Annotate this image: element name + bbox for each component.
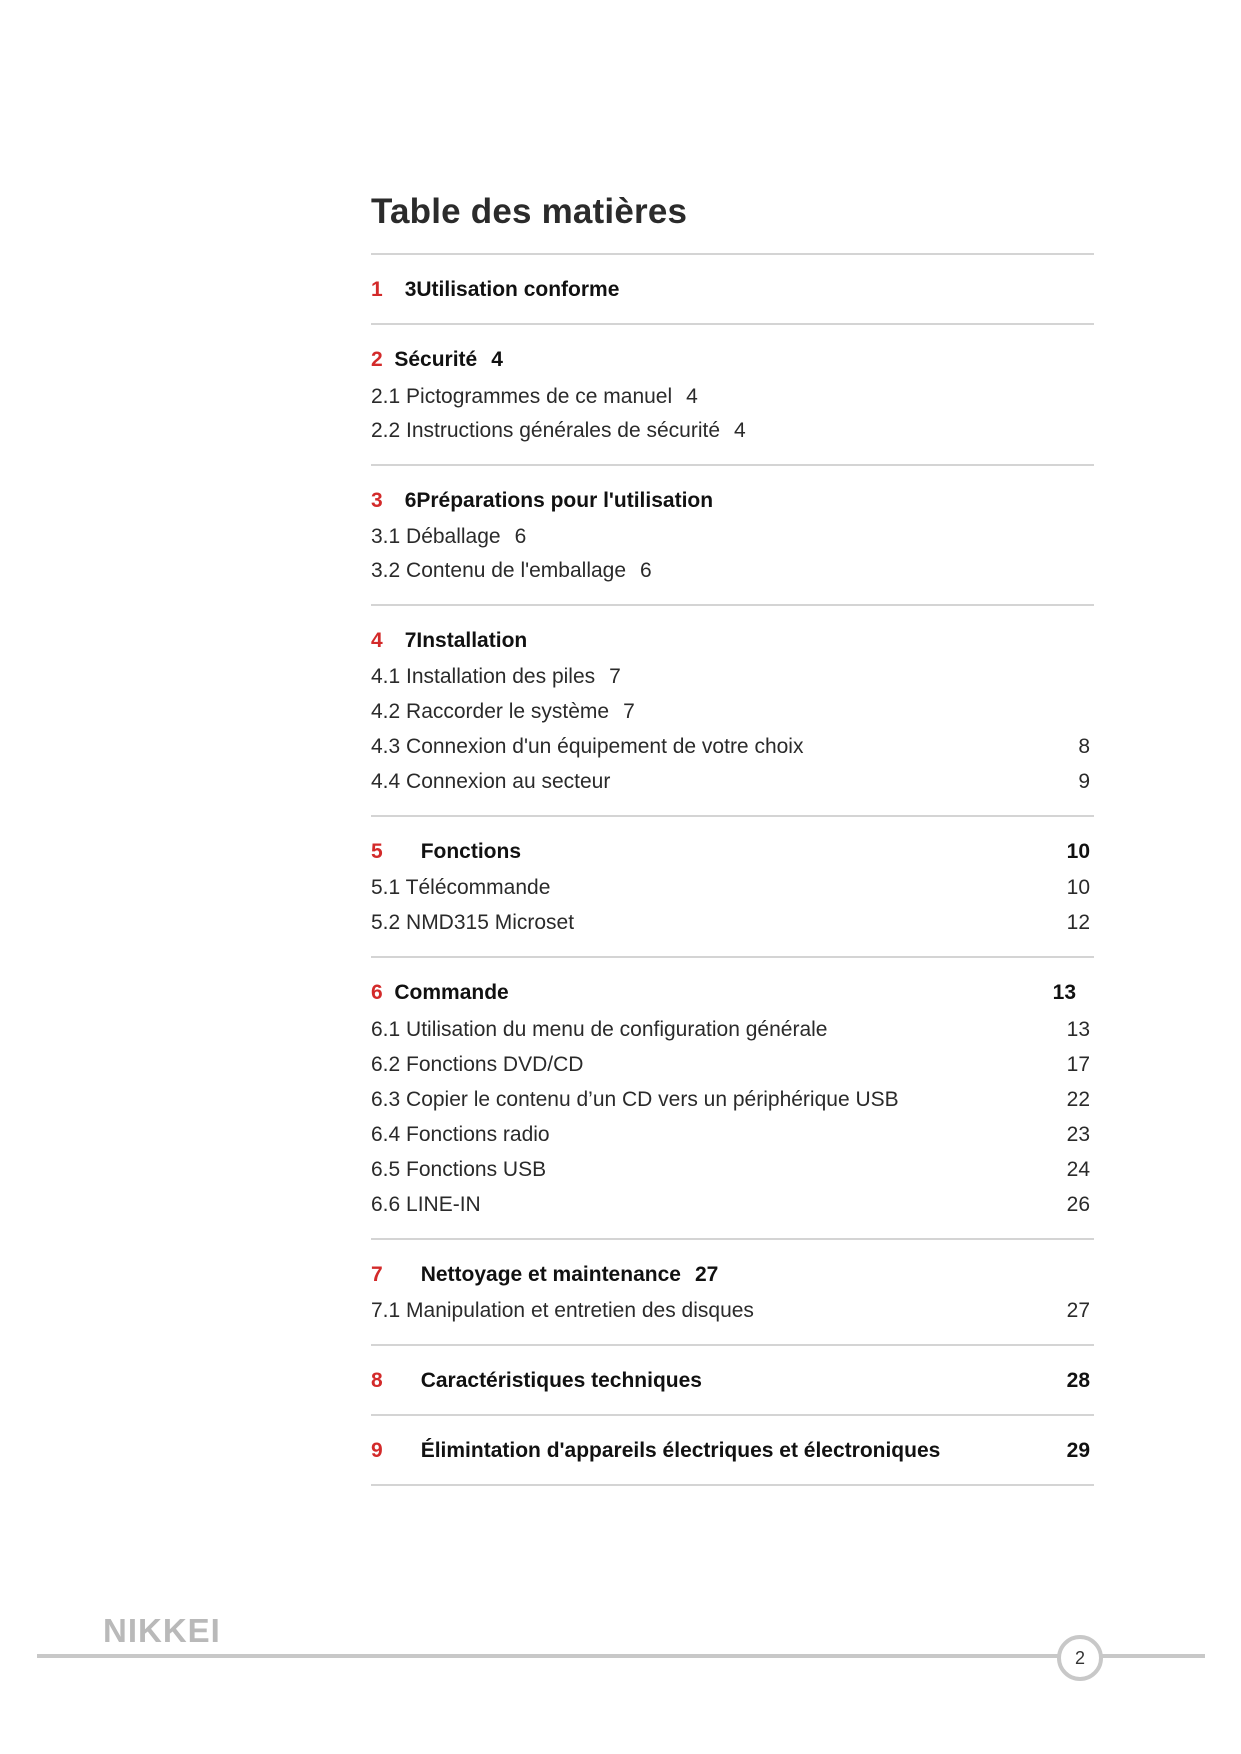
section-page: 13 (1052, 981, 1076, 1004)
item-title: 3.1 Déballage (371, 525, 501, 548)
divider (371, 323, 1094, 325)
item-title: 7.1 Manipulation et entretien des disques (371, 1299, 754, 1322)
item-title: 6.4 Fonctions radio (371, 1123, 550, 1146)
toc-item-6-5[interactable] (371, 1154, 1094, 1186)
item-page: 17 (1066, 1053, 1090, 1076)
toc-item-2-2[interactable] (371, 415, 1094, 447)
section-number: 3 (371, 489, 383, 512)
divider (371, 604, 1094, 606)
toc-item-6-2[interactable] (371, 1049, 1094, 1081)
toc-item-2-1[interactable] (371, 381, 1094, 413)
section-title: Commande (394, 981, 509, 1004)
toc-section-3[interactable] (371, 485, 1094, 517)
item-page: 13 (1066, 1018, 1090, 1041)
toc-item-6-3[interactable] (371, 1084, 1094, 1116)
item-title: 6.3 Copier le contenu d’un CD vers un périphérique USB (371, 1088, 899, 1111)
toc-item-4-2[interactable] (371, 696, 1094, 728)
item-page: 8 (1078, 735, 1090, 758)
item-page: 22 (1066, 1088, 1090, 1111)
toc-item-4-1[interactable] (371, 661, 1094, 693)
item-title: 4.3 Connexion d'un équipement de votre choix (371, 735, 804, 758)
section-title: Fonctions (420, 840, 522, 863)
item-title: 5.2 NMD315 Microset (371, 911, 575, 934)
toc-item-6-1[interactable] (371, 1014, 1094, 1046)
item-page: 26 (1066, 1193, 1090, 1216)
item-title: 6.1 Utilisation du menu de configuration générale (371, 1018, 828, 1041)
item-page: 23 (1066, 1123, 1090, 1146)
section-number: 7 (371, 1263, 383, 1286)
section-page: 4 (491, 348, 503, 371)
toc-item-6-4[interactable] (371, 1119, 1094, 1151)
section-page: 27 (694, 1263, 719, 1286)
toc-item-3-2[interactable] (371, 555, 1094, 587)
item-title: 4.1 Installation des piles (371, 665, 596, 688)
section-title: Caractéristiques techniques (420, 1369, 702, 1392)
section-page: 3 (404, 278, 417, 301)
section-page: 28 (1066, 1369, 1090, 1392)
section-title: Sécurité (394, 348, 478, 371)
section-title: Nettoyage et maintenance (420, 1263, 681, 1286)
toc-section-9[interactable] (371, 1435, 1094, 1467)
item-page: 4 (734, 419, 746, 442)
page-number-badge: 2 (1057, 1635, 1103, 1681)
toc-section-7[interactable] (371, 1259, 1094, 1291)
toc-item-5-1[interactable] (371, 872, 1094, 904)
item-page: 4 (686, 385, 698, 408)
item-page: 6 (640, 559, 652, 582)
toc-section-8[interactable] (371, 1365, 1094, 1397)
divider (371, 956, 1094, 958)
item-title: 6.5 Fonctions USB (371, 1158, 547, 1181)
item-page: 27 (1066, 1299, 1090, 1322)
section-number: 2 (371, 348, 383, 371)
divider (371, 1484, 1094, 1486)
item-page: 10 (1066, 876, 1090, 899)
item-title: 6.6 LINE-IN (371, 1193, 481, 1216)
toc-item-4-3[interactable] (371, 731, 1094, 763)
toc-section-1[interactable] (371, 274, 1094, 306)
page-title: Table des matières (371, 192, 688, 231)
section-number: 8 (371, 1369, 383, 1392)
item-page: 7 (623, 700, 635, 723)
item-title: 5.1 Télécommande (371, 876, 551, 899)
toc-item-7-1[interactable] (371, 1295, 1094, 1327)
toc-item-5-2[interactable] (371, 907, 1094, 939)
section-number: 4 (371, 629, 383, 652)
toc-item-3-1[interactable] (371, 521, 1094, 553)
divider (371, 253, 1094, 255)
section-number: 9 (371, 1439, 383, 1462)
toc-section-4[interactable] (371, 625, 1094, 657)
toc-section-6[interactable] (371, 977, 1094, 1009)
brand-logo: NIKKEI (103, 1612, 221, 1649)
item-title: 2.2 Instructions générales de sécurité (371, 419, 721, 442)
divider (371, 1414, 1094, 1416)
section-title: Utilisation conforme (416, 278, 620, 301)
toc-item-6-6[interactable] (371, 1189, 1094, 1221)
item-title: 2.1 Pictogrammes de ce manuel (371, 385, 673, 408)
section-title: Préparations pour l'utilisation (416, 489, 714, 512)
item-page: 9 (1078, 770, 1090, 793)
item-page: 6 (514, 525, 527, 548)
item-title: 4.2 Raccorder le système (371, 700, 610, 723)
section-page: 6 (404, 489, 417, 512)
item-page: 24 (1066, 1158, 1090, 1181)
divider (371, 1344, 1094, 1346)
item-page: 7 (609, 665, 621, 688)
divider (371, 1238, 1094, 1240)
section-title: Élimintation d'appareils électriques et électroniques (420, 1439, 941, 1462)
item-title: 3.2 Contenu de l'emballage (371, 559, 627, 582)
section-number: 5 (371, 840, 383, 863)
section-page: 29 (1066, 1439, 1090, 1462)
toc-item-4-4[interactable] (371, 766, 1094, 798)
toc-section-5[interactable] (371, 836, 1094, 868)
section-page: 10 (1066, 840, 1090, 863)
item-page: 12 (1066, 911, 1090, 934)
divider (371, 815, 1094, 817)
footer-line (37, 1654, 1205, 1658)
section-number: 6 (371, 981, 383, 1004)
section-page: 7 (404, 629, 417, 652)
section-title: Installation (416, 629, 528, 652)
item-title: 6.2 Fonctions DVD/CD (371, 1053, 584, 1076)
item-title: 4.4 Connexion au secteur (371, 770, 611, 793)
divider (371, 464, 1094, 466)
section-number: 1 (371, 278, 383, 301)
toc-section-2[interactable] (371, 344, 1094, 376)
